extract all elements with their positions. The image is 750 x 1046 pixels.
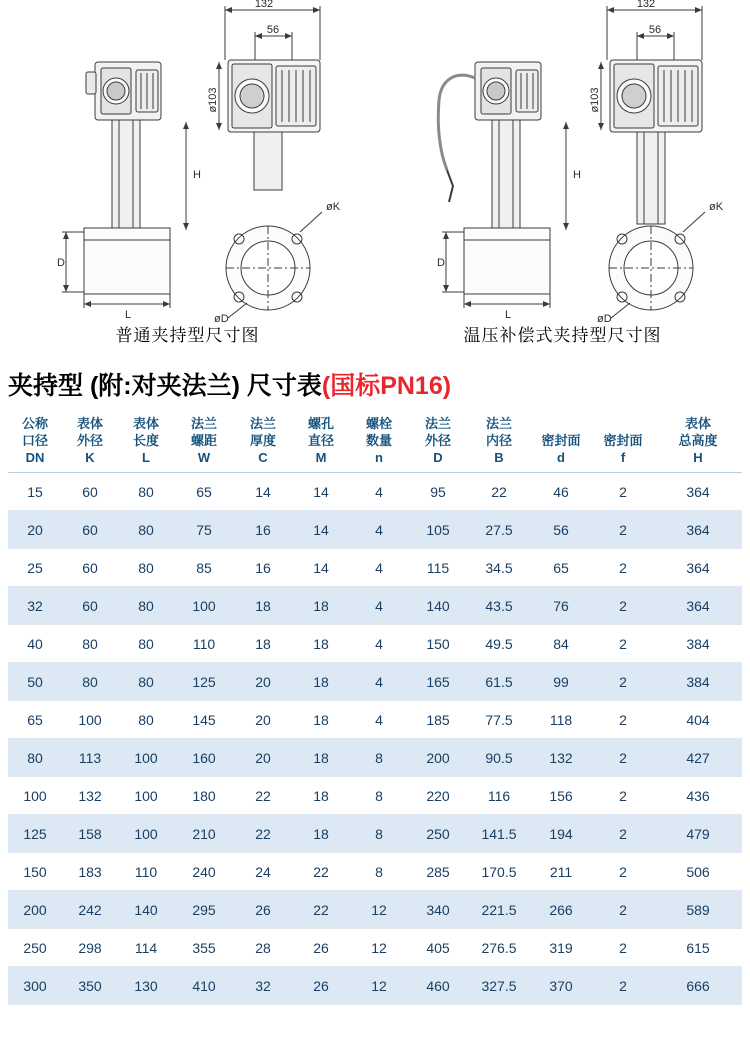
cell-c: 14: [234, 473, 292, 511]
cell-l: 130: [118, 967, 174, 1005]
cell-seal-d: 319: [530, 929, 592, 967]
cell-h: 404: [654, 701, 742, 739]
cell-n: 4: [350, 511, 408, 549]
cell-dn: 40: [8, 625, 62, 663]
cell-h: 364: [654, 473, 742, 511]
cell-n: 12: [350, 929, 408, 967]
cell-seal-f: 2: [592, 929, 654, 967]
cell-d: 460: [408, 967, 468, 1005]
cell-k: 80: [62, 663, 118, 701]
cell-h: 364: [654, 587, 742, 625]
col-header-m: 螺孔 直径 M: [292, 410, 350, 473]
cell-w: 240: [174, 853, 234, 891]
col-header-w: 法兰 螺距 W: [174, 410, 234, 473]
table-row: [8, 967, 742, 1005]
table-row: [8, 549, 742, 587]
cell-dn: 15: [8, 473, 62, 511]
cell-dn: 200: [8, 891, 62, 929]
cell-h: 589: [654, 891, 742, 929]
cell-w: 85: [174, 549, 234, 587]
dim-top-width-right: 132: [636, 0, 656, 10]
col-header-n: 螺栓 数量 n: [350, 410, 408, 473]
table-row: [8, 929, 742, 967]
cell-seal-f: 2: [592, 739, 654, 777]
table-row: [8, 625, 742, 663]
cell-seal-d: 194: [530, 815, 592, 853]
cell-m: 18: [292, 739, 350, 777]
figure-standard-clamp: [0, 0, 375, 360]
cell-c: 18: [234, 625, 292, 663]
table-row: [8, 739, 742, 777]
cell-c: 22: [234, 815, 292, 853]
cell-l: 100: [118, 815, 174, 853]
cell-b: 34.5: [468, 549, 530, 587]
cell-seal-f: 2: [592, 663, 654, 701]
cell-d: 250: [408, 815, 468, 853]
cell-seal-f: 2: [592, 549, 654, 587]
cell-b: 116: [468, 777, 530, 815]
cell-m: 18: [292, 777, 350, 815]
cell-b: 327.5: [468, 967, 530, 1005]
dimension-table-body: [8, 473, 742, 1005]
col-header-c: 法兰 厚度 C: [234, 410, 292, 473]
cell-l: 80: [118, 663, 174, 701]
cell-d: 165: [408, 663, 468, 701]
cell-dn: 25: [8, 549, 62, 587]
cell-seal-d: 84: [530, 625, 592, 663]
cell-n: 8: [350, 853, 408, 891]
cell-d: 185: [408, 701, 468, 739]
cell-w: 355: [174, 929, 234, 967]
col-header-k: 表体 外径 K: [62, 410, 118, 473]
cell-n: 4: [350, 701, 408, 739]
cell-seal-d: 156: [530, 777, 592, 815]
cell-seal-d: 56: [530, 511, 592, 549]
cell-k: 80: [62, 625, 118, 663]
cell-seal-d: 370: [530, 967, 592, 1005]
cell-k: 183: [62, 853, 118, 891]
dim-neck-width-right: 56: [648, 24, 662, 36]
cell-seal-d: 76: [530, 587, 592, 625]
cell-d: 200: [408, 739, 468, 777]
dim-body-l-right: L: [505, 309, 512, 321]
cell-b: 221.5: [468, 891, 530, 929]
cell-n: 4: [350, 549, 408, 587]
table-row: [8, 587, 742, 625]
cell-k: 60: [62, 549, 118, 587]
cell-n: 12: [350, 891, 408, 929]
cell-m: 22: [292, 891, 350, 929]
cell-b: 141.5: [468, 815, 530, 853]
cell-m: 18: [292, 815, 350, 853]
cell-l: 80: [118, 549, 174, 587]
cell-b: 43.5: [468, 587, 530, 625]
dim-body-l-left: L: [125, 309, 132, 321]
section-title-main: 夹持型 (附:对夹法兰) 尺寸表: [8, 372, 322, 400]
col-header-l: 表体 长度 L: [118, 410, 174, 473]
figure-caption-compensated: 温压补偿式夹持型尺寸图: [463, 326, 662, 345]
cell-l: 100: [118, 777, 174, 815]
table-row: [8, 891, 742, 929]
cell-l: 110: [118, 853, 174, 891]
drawing-compensated-clamp-svg: [375, 0, 750, 330]
section-title: [0, 360, 750, 404]
cell-k: 113: [62, 739, 118, 777]
cell-h: 427: [654, 739, 742, 777]
cell-b: 276.5: [468, 929, 530, 967]
cell-seal-d: 118: [530, 701, 592, 739]
cell-h: 666: [654, 967, 742, 1005]
cell-k: 100: [62, 701, 118, 739]
cell-w: 110: [174, 625, 234, 663]
col-header-d: 法兰 外径 D: [408, 410, 468, 473]
dim-flange-od-left: øD: [214, 313, 229, 325]
cell-l: 80: [118, 473, 174, 511]
cell-b: 49.5: [468, 625, 530, 663]
cell-l: 80: [118, 511, 174, 549]
dim-height-left: H: [193, 169, 201, 181]
figure-caption-standard: 普通夹持型尺寸图: [115, 326, 260, 345]
cell-h: 436: [654, 777, 742, 815]
cell-seal-d: 99: [530, 663, 592, 701]
cell-m: 18: [292, 587, 350, 625]
cell-seal-f: 2: [592, 701, 654, 739]
cell-l: 80: [118, 587, 174, 625]
cell-d: 115: [408, 549, 468, 587]
cell-b: 90.5: [468, 739, 530, 777]
cell-m: 26: [292, 929, 350, 967]
cell-w: 75: [174, 511, 234, 549]
cell-c: 24: [234, 853, 292, 891]
cell-w: 160: [174, 739, 234, 777]
table-row: [8, 777, 742, 815]
col-header-total-height: 表体 总高度 H: [654, 410, 742, 473]
cell-k: 242: [62, 891, 118, 929]
technical-drawings: [0, 0, 750, 360]
dim-flange-od-right: øD: [597, 313, 612, 325]
cell-b: 22: [468, 473, 530, 511]
cell-c: 20: [234, 739, 292, 777]
cell-h: 364: [654, 511, 742, 549]
table-row: [8, 473, 742, 511]
dim-bolt-circle-left: øK: [326, 201, 341, 213]
cell-n: 4: [350, 625, 408, 663]
cell-m: 14: [292, 549, 350, 587]
cell-h: 615: [654, 929, 742, 967]
dim-diameter-right: ø103: [589, 87, 601, 113]
cell-dn: 32: [8, 587, 62, 625]
dim-diameter-left: ø103: [207, 87, 219, 113]
cell-d: 405: [408, 929, 468, 967]
cell-n: 4: [350, 663, 408, 701]
table-row: [8, 815, 742, 853]
cell-k: 158: [62, 815, 118, 853]
cell-c: 26: [234, 891, 292, 929]
cell-b: 61.5: [468, 663, 530, 701]
cell-d: 95: [408, 473, 468, 511]
cell-l: 114: [118, 929, 174, 967]
dimension-table: [8, 410, 742, 1005]
cell-b: 170.5: [468, 853, 530, 891]
cell-c: 16: [234, 549, 292, 587]
cell-m: 18: [292, 701, 350, 739]
cell-d: 140: [408, 587, 468, 625]
table-row: [8, 853, 742, 891]
cell-m: 14: [292, 511, 350, 549]
dim-body-d-left: D: [57, 257, 65, 269]
section-title-accent: (国标PN16): [321, 372, 452, 400]
cell-seal-f: 2: [592, 815, 654, 853]
cell-w: 210: [174, 815, 234, 853]
cell-dn: 250: [8, 929, 62, 967]
cell-h: 506: [654, 853, 742, 891]
cell-seal-f: 2: [592, 587, 654, 625]
cell-c: 32: [234, 967, 292, 1005]
cell-h: 384: [654, 625, 742, 663]
cell-l: 80: [118, 625, 174, 663]
cell-c: 16: [234, 511, 292, 549]
cell-dn: 125: [8, 815, 62, 853]
cell-b: 27.5: [468, 511, 530, 549]
cell-n: 4: [350, 473, 408, 511]
dim-neck-width-left: 56: [266, 24, 280, 36]
cell-d: 340: [408, 891, 468, 929]
cell-c: 20: [234, 701, 292, 739]
cell-k: 60: [62, 511, 118, 549]
cell-n: 4: [350, 587, 408, 625]
cell-dn: 80: [8, 739, 62, 777]
cell-w: 125: [174, 663, 234, 701]
cell-c: 18: [234, 587, 292, 625]
figure-temp-pressure-compensated-clamp: [375, 0, 750, 360]
cell-seal-f: 2: [592, 473, 654, 511]
cell-dn: 20: [8, 511, 62, 549]
cell-seal-f: 2: [592, 777, 654, 815]
cell-w: 145: [174, 701, 234, 739]
col-header-seal-d: 密封面 d: [530, 410, 592, 473]
cell-c: 28: [234, 929, 292, 967]
dim-bolt-circle-right: øK: [709, 201, 724, 213]
cell-d: 285: [408, 853, 468, 891]
table-row: [8, 663, 742, 701]
cell-seal-d: 132: [530, 739, 592, 777]
cell-c: 22: [234, 777, 292, 815]
cell-dn: 65: [8, 701, 62, 739]
cell-seal-d: 65: [530, 549, 592, 587]
cell-dn: 300: [8, 967, 62, 1005]
cell-w: 180: [174, 777, 234, 815]
cell-d: 220: [408, 777, 468, 815]
cell-l: 80: [118, 701, 174, 739]
cell-seal-f: 2: [592, 625, 654, 663]
cell-w: 410: [174, 967, 234, 1005]
cell-m: 22: [292, 853, 350, 891]
cell-w: 65: [174, 473, 234, 511]
col-header-b: 法兰 内径 B: [468, 410, 530, 473]
cell-l: 140: [118, 891, 174, 929]
cell-seal-d: 266: [530, 891, 592, 929]
cell-l: 100: [118, 739, 174, 777]
cell-m: 18: [292, 625, 350, 663]
cell-h: 364: [654, 549, 742, 587]
cell-dn: 50: [8, 663, 62, 701]
cell-n: 12: [350, 967, 408, 1005]
dim-height-right: H: [573, 169, 581, 181]
cell-n: 8: [350, 777, 408, 815]
cell-m: 26: [292, 967, 350, 1005]
cell-m: 14: [292, 473, 350, 511]
cell-dn: 100: [8, 777, 62, 815]
table-row: [8, 511, 742, 549]
cell-seal-f: 2: [592, 853, 654, 891]
cell-w: 295: [174, 891, 234, 929]
cell-w: 100: [174, 587, 234, 625]
cell-k: 60: [62, 587, 118, 625]
cell-n: 8: [350, 815, 408, 853]
cell-k: 350: [62, 967, 118, 1005]
col-header-dn: 公称 口径 DN: [8, 410, 62, 473]
cell-h: 479: [654, 815, 742, 853]
cell-seal-f: 2: [592, 967, 654, 1005]
table-row: [8, 701, 742, 739]
cell-seal-f: 2: [592, 891, 654, 929]
cell-h: 384: [654, 663, 742, 701]
table-header-row: [8, 410, 742, 473]
cell-seal-f: 2: [592, 511, 654, 549]
dim-body-d-right: D: [437, 257, 445, 269]
cell-d: 105: [408, 511, 468, 549]
cell-k: 132: [62, 777, 118, 815]
cell-c: 20: [234, 663, 292, 701]
cell-k: 60: [62, 473, 118, 511]
cell-k: 298: [62, 929, 118, 967]
drawing-standard-clamp-svg: [0, 0, 375, 330]
cell-m: 18: [292, 663, 350, 701]
cell-seal-d: 211: [530, 853, 592, 891]
cell-seal-d: 46: [530, 473, 592, 511]
cell-d: 150: [408, 625, 468, 663]
col-header-seal-f: 密封面 f: [592, 410, 654, 473]
cell-n: 8: [350, 739, 408, 777]
dimension-table-head: [8, 410, 742, 473]
dim-top-width-left: 132: [254, 0, 274, 10]
cell-b: 77.5: [468, 701, 530, 739]
cell-dn: 150: [8, 853, 62, 891]
